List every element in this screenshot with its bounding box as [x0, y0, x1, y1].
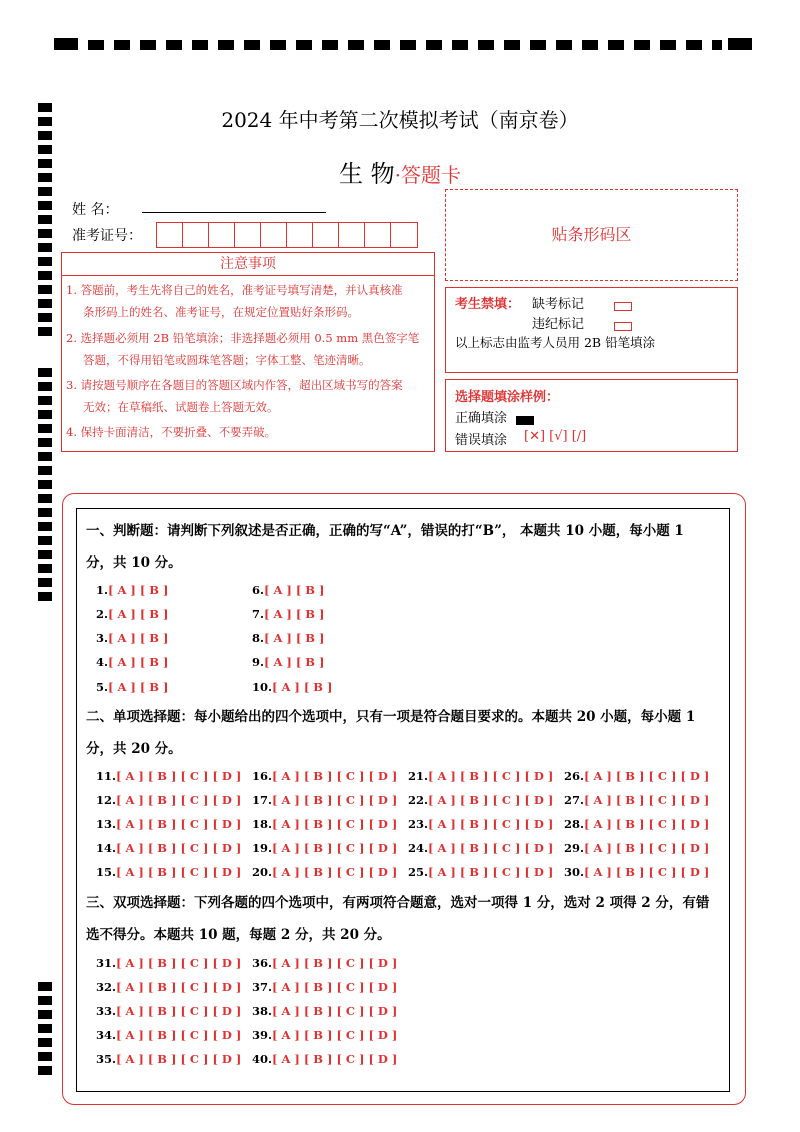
wrong-fill-label: 错误填涂	[455, 433, 508, 448]
question-row[interactable]: 14.[ A ] [ B ] [ C ] [ D ]	[96, 841, 242, 855]
question-row[interactable]: 7.[ A ] [ B ]	[252, 607, 325, 621]
question-row[interactable]: 37.[ A ] [ B ] [ C ] [ D ]	[252, 980, 398, 994]
question-row[interactable]: 1.[ A ] [ B ]	[96, 583, 169, 597]
question-row[interactable]: 34.[ A ] [ B ] [ C ] [ D ]	[96, 1028, 242, 1042]
notice-title: 注意事项	[62, 253, 434, 276]
correct-fill-label: 正确填涂	[455, 411, 508, 426]
section-3-heading-2: 选不得分。本题共 10 题，每题 2 分，共 20 分。	[86, 927, 391, 943]
violation-label: 违纪标记	[532, 317, 585, 332]
name-label: 姓 名：	[72, 202, 119, 218]
id-box[interactable]	[235, 223, 261, 247]
name-input-line[interactable]	[142, 212, 326, 213]
barcode-area[interactable]	[445, 189, 738, 281]
question-row[interactable]: 20.[ A ] [ B ] [ C ] [ D ]	[252, 865, 398, 879]
question-row[interactable]: 33.[ A ] [ B ] [ C ] [ D ]	[96, 1004, 242, 1018]
section-1-heading: 一、判断题：请判断下列叙述是否正确，正确的写“A”，错误的打“B”， 本题共 10 小题，每小题 1	[86, 523, 684, 539]
question-row[interactable]: 3.[ A ] [ B ]	[96, 631, 169, 645]
subject-suffix: 答题卡	[401, 163, 461, 187]
question-row[interactable]: 39.[ A ] [ B ] [ C ] [ D ]	[252, 1028, 398, 1042]
absent-mark-box[interactable]	[614, 296, 632, 315]
question-row[interactable]: 35.[ A ] [ B ] [ C ] [ D ]	[96, 1052, 242, 1066]
question-row[interactable]: 38.[ A ] [ B ] [ C ] [ D ]	[252, 1004, 398, 1018]
question-row[interactable]: 5.[ A ] [ B ]	[96, 680, 169, 694]
notice-item-2b: 答题，不得用铅笔或圆珠笔答题；字体工整、笔迹清晰。	[83, 353, 371, 367]
id-box[interactable]	[287, 223, 313, 247]
notice-item-2: 2. 选择题必须用 2B 铅笔填涂；非选择题必须用 0.5 mm 黑色签字笔	[66, 331, 420, 345]
question-row[interactable]: 15.[ A ] [ B ] [ C ] [ D ]	[96, 865, 242, 879]
notice-item-3: 3. 请按题号顺序在各题目的答题区域内作答，超出区域书写的答案	[66, 378, 403, 392]
section-1-heading-2: 分，共 10 分。	[86, 555, 182, 571]
notice-item-1: 1. 答题前，考生先将自己的姓名，准考证号填写清楚，并认真核准	[66, 283, 403, 297]
section-2-heading: 二、单项选择题：每小题给出的四个选项中，只有一项是符合题目要求的。本题共 20 小题，每小题 1	[86, 709, 696, 725]
correct-fill-mark	[516, 410, 534, 429]
subject-sep: ·	[394, 163, 401, 187]
subject-title	[0, 154, 800, 189]
id-box[interactable]	[365, 223, 391, 247]
question-row[interactable]: 36.[ A ] [ B ] [ C ] [ D ]	[252, 956, 398, 970]
question-row[interactable]: 6.[ A ] [ B ]	[252, 583, 325, 597]
question-row[interactable]: 11.[ A ] [ B ] [ C ] [ D ]	[96, 769, 242, 783]
question-row[interactable]: 24.[ A ] [ B ] [ C ] [ D ]	[408, 841, 554, 855]
question-row[interactable]: 18.[ A ] [ B ] [ C ] [ D ]	[252, 817, 398, 831]
id-box-group[interactable]	[156, 222, 418, 248]
question-row[interactable]: 21.[ A ] [ B ] [ C ] [ D ]	[408, 769, 554, 783]
barcode-label: 贴条形码区	[551, 225, 632, 244]
notice-item-1b: 条形码上的姓名、准考证号，在规定位置贴好条形码。	[83, 305, 359, 319]
question-row[interactable]: 4.[ A ] [ B ]	[96, 655, 169, 669]
id-box[interactable]	[339, 223, 365, 247]
notice-item-3b: 无效；在草稿纸、试题卷上答题无效。	[83, 400, 279, 414]
forbidden-note: 以上标志由监考人员用 2B 铅笔填涂	[455, 335, 656, 350]
absent-label: 缺考标记	[532, 297, 585, 312]
question-row[interactable]: 32.[ A ] [ B ] [ C ] [ D ]	[96, 980, 242, 994]
question-row[interactable]: 19.[ A ] [ B ] [ C ] [ D ]	[252, 841, 398, 855]
question-row[interactable]: 28.[ A ] [ B ] [ C ] [ D ]	[564, 817, 710, 831]
question-row[interactable]: 23.[ A ] [ B ] [ C ] [ D ]	[408, 817, 554, 831]
page-title: 2024 年中考第二次模拟考试（南京卷）	[221, 108, 579, 132]
question-row[interactable]: 12.[ A ] [ B ] [ C ] [ D ]	[96, 793, 242, 807]
question-row[interactable]: 22.[ A ] [ B ] [ C ] [ D ]	[408, 793, 554, 807]
wrong-fill-marks: [✕] [√] [/]	[524, 429, 587, 444]
fill-sample-label: 选择题填涂样例：	[455, 390, 560, 405]
question-row[interactable]: 13.[ A ] [ B ] [ C ] [ D ]	[96, 817, 242, 831]
section-3-heading: 三、双项选择题：下列各题的四个选项中，有两项符合题意，选对一项得 1 分，选对 2 项得 2 分，有错	[86, 895, 710, 911]
id-box[interactable]	[313, 223, 339, 247]
forbidden-label: 考生禁填：	[455, 297, 521, 312]
section-2-heading-2: 分，共 20 分。	[86, 741, 182, 757]
notice-item-4: 4. 保持卡面清洁，不要折叠、不要弄破。	[66, 425, 277, 439]
id-box[interactable]	[261, 223, 287, 247]
question-row[interactable]: 8.[ A ] [ B ]	[252, 631, 325, 645]
question-row[interactable]: 10.[ A ] [ B ]	[252, 680, 333, 694]
question-row[interactable]: 17.[ A ] [ B ] [ C ] [ D ]	[252, 793, 398, 807]
question-row[interactable]: 40.[ A ] [ B ] [ C ] [ D ]	[252, 1052, 398, 1066]
question-row[interactable]: 2.[ A ] [ B ]	[96, 607, 169, 621]
subject-name: 生 物	[339, 160, 395, 188]
question-row[interactable]: 25.[ A ] [ B ] [ C ] [ D ]	[408, 865, 554, 879]
id-box[interactable]	[391, 223, 417, 247]
question-row[interactable]: 26.[ A ] [ B ] [ C ] [ D ]	[564, 769, 710, 783]
id-box[interactable]	[209, 223, 235, 247]
question-row[interactable]: 27.[ A ] [ B ] [ C ] [ D ]	[564, 793, 710, 807]
question-row[interactable]: 30.[ A ] [ B ] [ C ] [ D ]	[564, 865, 710, 879]
question-row[interactable]: 9.[ A ] [ B ]	[252, 655, 325, 669]
question-row[interactable]: 16.[ A ] [ B ] [ C ] [ D ]	[252, 769, 398, 783]
id-label: 准考证号：	[72, 228, 142, 244]
question-row[interactable]: 31.[ A ] [ B ] [ C ] [ D ]	[96, 956, 242, 970]
question-row[interactable]: 29.[ A ] [ B ] [ C ] [ D ]	[564, 841, 710, 855]
id-box[interactable]	[157, 223, 183, 247]
id-box[interactable]	[183, 223, 209, 247]
